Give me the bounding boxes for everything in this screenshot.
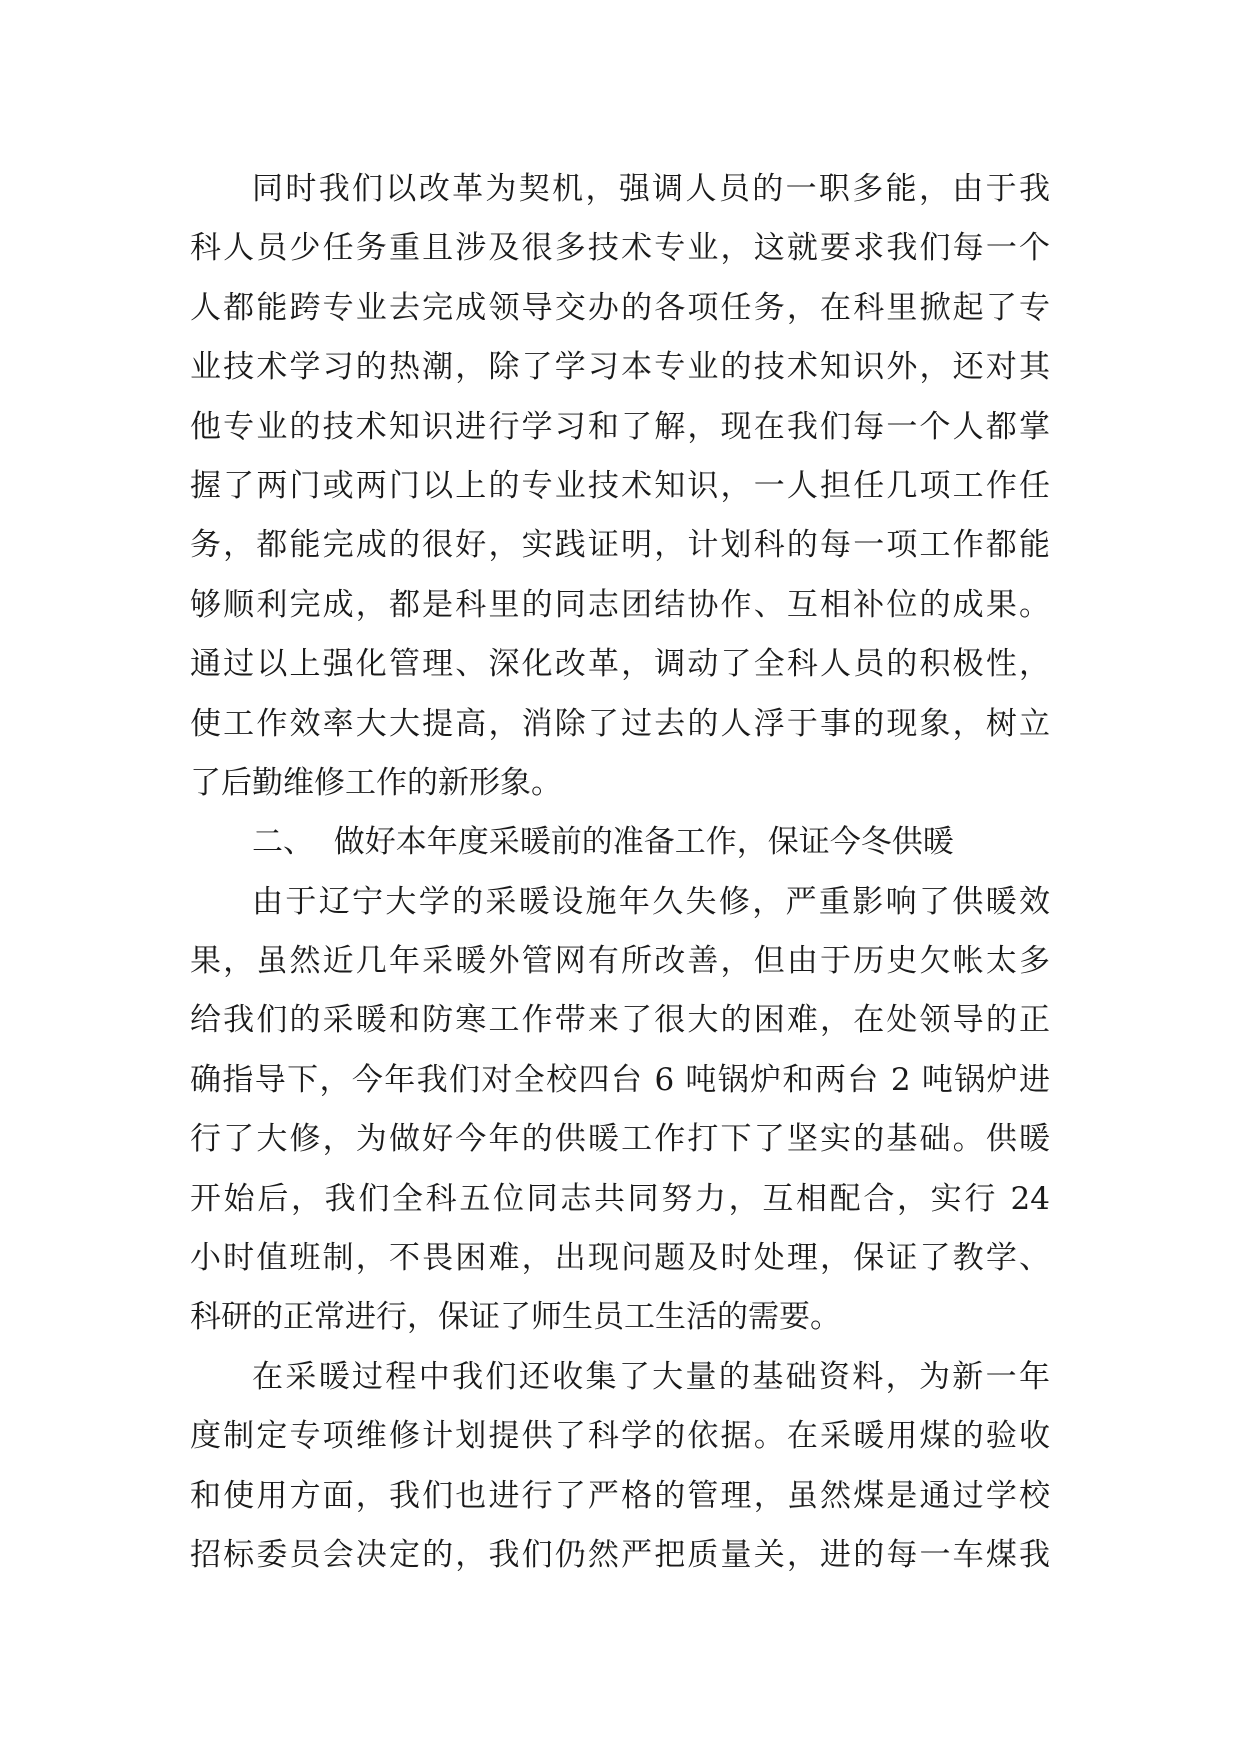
- text-line: 握了两门或两门以上的专业技术知识，一人担任几项工作任: [190, 467, 1050, 504]
- text-line: 人都能跨专业去完成领导交办的各项任务，在科里掀起了专: [190, 289, 1050, 326]
- section-heading: 二、 做好本年度采暖前的准备工作，保证今冬供暖: [252, 824, 954, 861]
- text-line: 度制定专项维修计划提供了科学的依据。在采暖用煤的验收: [190, 1418, 1050, 1455]
- text-line: 了后勤维修工作的新形象。: [190, 764, 562, 801]
- text-line: 科研的正常进行，保证了师生员工生活的需要。: [190, 1299, 841, 1336]
- paragraph-heating: [190, 873, 1050, 1348]
- text-line: 确指导下，今年我们对全校四台 6 吨锅炉和两台 2 吨锅炉进: [190, 1061, 1050, 1098]
- text-line: 务，都能完成的很好，实践证明，计划科的每一项工作都能: [190, 527, 1050, 564]
- text-line: 业技术学习的热潮，除了学习本专业的技术知识外，还对其: [190, 349, 1050, 386]
- text-line: 果，虽然近几年采暖外管网有所改善，但由于历史欠帐太多: [190, 943, 1050, 980]
- paragraph-coal: [190, 1348, 1050, 1586]
- text-line: 够顺利完成，都是科里的同志团结协作、互相补位的成果。: [190, 586, 1050, 623]
- text-line: 由于辽宁大学的采暖设施年久失修，严重影响了供暖效: [252, 883, 1050, 920]
- paragraph-reform: [190, 160, 1050, 813]
- text-line: 行了大修，为做好今年的供暖工作打下了坚实的基础。供暖: [190, 1121, 1050, 1158]
- text-line: 科人员少任务重且涉及很多技术专业，这就要求我们每一个: [190, 230, 1050, 267]
- text-line: 通过以上强化管理、深化改革，调动了全科人员的积极性，: [190, 646, 1050, 683]
- text-line: 给我们的采暖和防寒工作带来了很大的困难，在处领导的正: [190, 1002, 1050, 1039]
- text-line: 和使用方面，我们也进行了严格的管理，虽然煤是通过学校: [190, 1477, 1050, 1514]
- text-line: 他专业的技术知识进行学习和了解，现在我们每一个人都掌: [190, 408, 1050, 445]
- text-line: 开始后，我们全科五位同志共同努力，互相配合，实行 24: [190, 1180, 1050, 1217]
- text-line: 同时我们以改革为契机，强调人员的一职多能，由于我: [252, 171, 1050, 207]
- text-line: 招标委员会决定的，我们仍然严把质量关，进的每一车煤我: [190, 1536, 1050, 1573]
- text-line: 使工作效率大大提高，消除了过去的人浮于事的现象，树立: [190, 705, 1050, 742]
- text-line: 在采暖过程中我们还收集了大量的基础资料，为新一年: [252, 1358, 1050, 1395]
- document-body: [190, 160, 1050, 1585]
- text-line: 小时值班制，不畏困难，出现问题及时处理，保证了教学、: [190, 1240, 1050, 1277]
